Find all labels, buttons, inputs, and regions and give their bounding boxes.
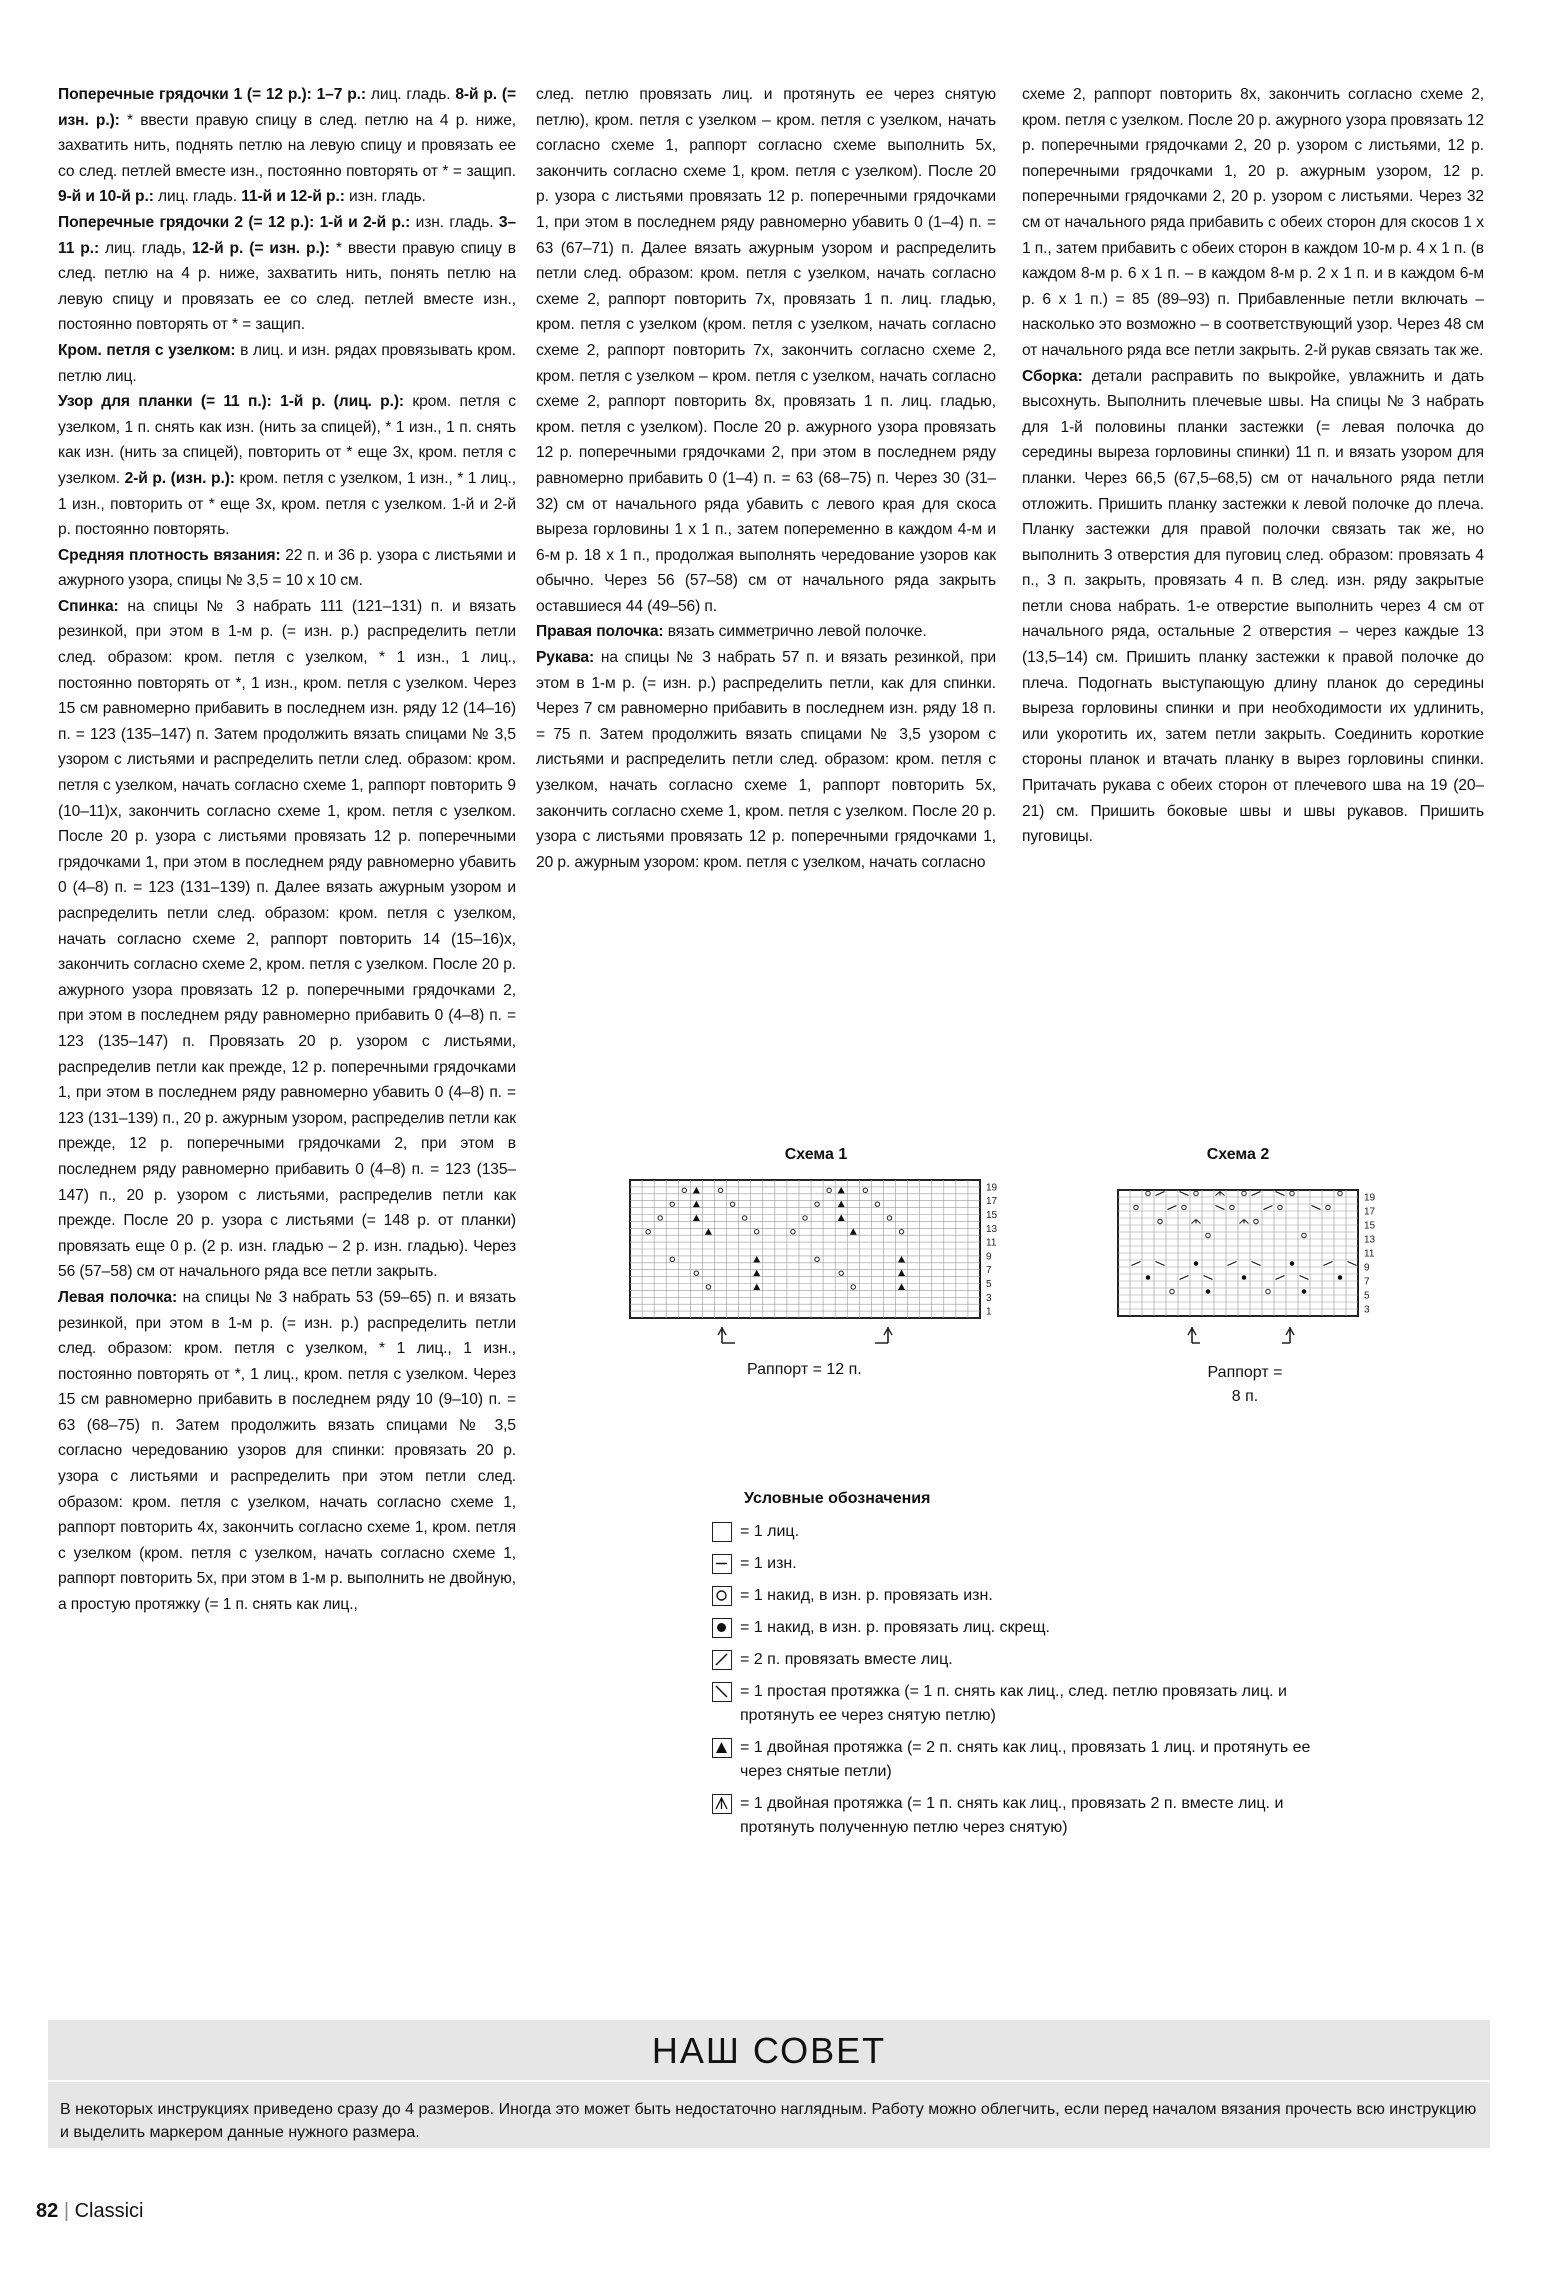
legend-item-text: = 1 изн. [740, 1555, 797, 1572]
schema-1-title: Схема 1 [784, 1146, 848, 1163]
page-number: 82 [36, 2200, 59, 2222]
legend-item-text: = 1 лиц. [740, 1523, 800, 1540]
schema-2-chart [1110, 1178, 1380, 1323]
paragraph: схеме 2, раппорт повторить 8х, закончить согласно схеме 2, кром. петля с узелком. После 20 р. ажурного узора провязать 12 р. поперечными грядочками 2, 20 р. узором с листьями, 12 р. поперечными грядочками 1, 20 р. ажурным узором, 12 р. поперечными грядочками 2, 20 р. узором с листьями. Через 32 см от начального ряда прибавить с обеих сторон для скосов 1 х 1 п., затем прибавить с обеих сторон в каждом 10-м р. 4 х 1 п. (в каждом 8-м р. 6 х 1 п. – в каждом 8-м р. 2 х 1 п. и в каждом 6-м р. 6 х 1 п.) = 85 (89–93) п. Прибавленные петли включать – насколько это возможно – в соответствующий узор. Через 48 см от начального ряда все петли закрыть. 2-й рукав связать так же. [1022, 86, 1484, 359]
row-number: 1 [986, 1306, 992, 1318]
row-number: 5 [1364, 1290, 1370, 1302]
legend-item-text: = 1 накид, в изн. р. провязать изн. [740, 1587, 993, 1604]
schema-2-title: Схема 2 [1206, 1146, 1270, 1163]
paragraph: Левая полочка: на спицы № 3 набрать 53 (59–65) п. и вязать резинкой, при этом в 1-м р. (= изн. р.) распределить петли след. образом: кром. петля с узелком, * 1 лиц., 1 изн., постоянно повторять от *, 1 лиц., кром. петля с узелком. Через 15 см равномерно прибавить в последнем ряду 10 (9–10) п. = 63 (68–75) п. Затем продолжить вязать спицами № 3,5 согласно чередованию узоров для спинки: провязать 20 р. узора с листьями и распределить при этом петли след. образом: кром. петля с узелком, начать согласно схеме 1, раппорт повторить 4х, закончить согласно схеме 1, кром. петля с узелком (кром. петля с узелком, начать согласно схеме 1, раппорт повторить 5х, при этом в 1-м р. выполнить не двойную, а простую протяжку (= 1 п. снять как лиц., [58, 1288, 516, 1614]
schema-2-rapport-bracket [1186, 1325, 1296, 1365]
row-number: 11 [1364, 1248, 1375, 1260]
paragraph: Поперечные грядочки 1 (= 12 р.): 1–7 р.: лиц. гладь. 8-й р. (= изн. р.): * ввести правую спицу в след. петлю на 4 р. ниже, захватить нить, поднять петлю на левую спицу и провязать ее со след. петлей вместе изн., постоянно повторять от * = защип. 9-й и 10-й р.: лиц. гладь. 11-й и 12-й р.: изн. гладь. [58, 86, 517, 206]
legend-item [712, 1736, 1352, 1784]
tip-title: НАШ СОВЕТ [48, 2030, 1490, 2082]
yarn-over-twisted-symbol [1146, 1275, 1150, 1279]
row-number: 15 [1364, 1220, 1376, 1232]
paragraph: след. петлю провязать лиц. и протянуть ее через снятую петлю), кром. петля с узелком – кром. петля с узелком, начать согласно схеме 1, раппорт согласно схеме выполнить 5х, закончить согласно схеме 1, кром. петля с узелком). После 20 р. узора с листьями провязать 12 р. поперечными грядочками 1, при этом в последнем ряду равномерно убавить 0 (1–4) п. = 63 (67–71) п. Далее вязать ажурным узором и распределить петли след. образом: кром. петля с узелком, начать согласно схеме 2, раппорт повторить 7х, провязать 1 п. лиц. гладью, кром. петля с узелком (кром. петля с узелком, начать согласно схеме 2, раппорт повторить 7х, закончить согласно схеме 2, кром. петля с узелком – кром. петля с узелком, начать согласно схеме 2, раппорт повторить 8х, провязать 1 п. лиц. гладью, кром. петля с узелком). После 20 р. ажурного узора провязать 12 р. поперечными грядочками 2, при этом в последнем ряду равномерно прибавить 0 (1–4) п. = 63 (68–75) п. Через 30 (31–32) см от начального ряда убавить с левого края для скоса выреза горловины 1 х 1 п., затем попеременно в каждом 4-м и 6-м р. 18 х 1 п., продолжая выполнять чередование узоров как обычно. Через 56 (57–58) см от начального ряда закрыть оставшиеся 44 (49–56) п. [536, 86, 996, 615]
row-number: 11 [986, 1237, 997, 1249]
yo-purl-icon [712, 1586, 732, 1606]
magazine-name: Classici [74, 2200, 144, 2222]
double-dec-2-icon [712, 1794, 732, 1814]
legend-item [712, 1520, 1352, 1544]
row-number: 3 [1364, 1304, 1370, 1316]
row-number: 17 [986, 1196, 998, 1208]
row-number: 9 [1364, 1262, 1370, 1274]
row-number: 19 [986, 1182, 998, 1194]
legend-item [712, 1616, 1352, 1640]
paragraph: Спинка: на спицы № 3 набрать 111 (121–131) п. и вязать резинкой, при этом в 1-м р. (= изн. р.) распределить петли след. образом: кром. петля с узелком, * 1 изн., 1 лиц., постоянно повторять от *, 1 изн., кром. петля с узелком. Через 15 см равномерно прибавить в последнем изн. ряду 12 (14–16) п. = 123 (135–147) п. Затем продолжить вязать спицами № 3,5 узором с листьями и распределить петли след. образом: кром. петля с узелком, начать согласно схеме 1, раппорт повторить 9 (10–11)х, закончить согласно схеме 1, кром. петля с узелком. После 20 р. узора с листьями провязать 12 р. поперечными грядочками 1, при этом в последнем ряду равномерно убавить 0 (4–8) п. = 123 (131–139) п. Далее вязать ажурным узором и распределить петли след. образом: кром. петля с узелком, начать согласно схеме 2, раппорт повторить 14 (15–16)х, закончить согласно схеме 2, кром. петля с узелком. После 20 р. ажурного узора провязать 12 р. поперечными грядочками 2, при этом в последнем ряду равномерно прибавить 0 (4–8) п. = 123 (135–147) п. Провязать 20 р. узором с листьями, распределив петли как прежде, 12 р. поперечными грядочками 1, при этом в последнем ряду равномерно убавить 0 (4–8) п. = 123 (131–139) п., 20 р. ажурным узором, распределив петли как прежде, 12 р. поперечными грядочками 2, при этом в последнем ряду равномерно прибавить 0 (4–8) п. = 123 (135–147) п., 20 р. узором с листьями, распределив петли как прежде. После 20 р. узора с листьями (= 148 р. от планки) провязать еще 0 р. (2 р. изн. гладью – 2 р. изн. гладью). Через 56 (57–58) см от начального ряда все петли закрыть. [58, 597, 516, 1281]
tip-text: В некоторых инструкциях приведено сразу до 4 размеров. Иногда это может быть недостаточно наглядным. Работу можно облегчить, если перед началом вязания прочесть всю инструкцию и выделить маркером данные нужного размера. [60, 2101, 1477, 2141]
text-column-2 [536, 82, 996, 875]
yarn-over-twisted-symbol [1290, 1261, 1294, 1265]
yarn-over-twisted-symbol [1194, 1261, 1198, 1265]
purl-icon [712, 1554, 732, 1574]
legend-item [712, 1792, 1352, 1840]
row-number: 13 [986, 1223, 998, 1235]
yarn-over-twisted-symbol [1242, 1275, 1246, 1279]
k2tog-icon [712, 1650, 732, 1670]
ssk-icon [712, 1682, 732, 1702]
tip-box [48, 2020, 1490, 2148]
footer-separator: | [63, 2200, 70, 2222]
paragraph: Кром. петля с узелком: в лиц. и изн. рядах провязывать кром. петлю лиц. [58, 341, 516, 385]
paragraph: Рукава: на спицы № 3 набрать 57 п. и вязать резинкой, при этом в 1-м р. (= изн. р.) распределить петли, как для спинки. Через 7 см равномерно прибавить в последнем изн. ряду 18 п. = 75 п. Затем продолжить вязать спицами № 3,5 узором с листьями и распределить петли след. образом: кром. петля с узелком, начать согласно схеме 1, раппорт повторить 5х, закончить согласно схеме 1, кром. петля с узелком. После 20 р. узора с листьями провязать 12 р. поперечными грядочками 1, 20 р. ажурным узором: кром. петля с узелком, начать согласно [536, 649, 996, 871]
schema-2-rapport-line1: Раппорт = [1207, 1364, 1283, 1381]
yarn-over-twisted-symbol [1206, 1289, 1210, 1293]
yarn-over-twisted-symbol [1302, 1289, 1306, 1293]
legend-item [712, 1680, 1352, 1728]
paragraph: Сборка: детали расправить по выкройке, увлажнить и дать высохнуть. Выполнить плечевые швы. На спицы № 3 набрать для 1-й половины планки застежки (= левая полочка до середины выреза горловины спинки) 11 п. и вязать узором для планки. Через 66,5 (67,5–68,5) см от начального ряда петли отложить. Пришить планку застежки к левой полочке до плеча. Планку застежки для правой полочки связать так же, но выполнить 3 отверстия для пуговиц след. образом: провязать 4 п., 3 п. закрыть, провязать 4 п. В след. изн. ряду закрытые петли снова набрать. 1-е отверстие выполнить через 4 см от начального ряда, остальные 2 отверстия – через каждые 13 (13,5–14) см. Пришить планку застежки к правой полочке до плеча. Подогнать выступающую длину планок до середины выреза горловины спинки и при необходимости их удлинить, или укоротить их, затем петли закрыть. Соединить короткие стороны планок и втачать планку в вырез горловины спинки. Притачать рукава с обеих сторон от плечевого шва на 19 (20–21) см. Пришить боковые швы и швы рукавов. Пришить пуговицы. [1022, 367, 1484, 846]
yarn-over-twisted-symbol [1338, 1275, 1342, 1279]
row-number: 5 [986, 1279, 992, 1290]
yo-knit-tbl-icon [712, 1618, 732, 1638]
legend-title: Условные обозначения [744, 1490, 931, 1507]
schema-1-rapport-bracket [715, 1325, 895, 1365]
schema-2-rapport-line2: 8 п. [1231, 1388, 1259, 1405]
legend-item-text: = 1 двойная протяжка (= 1 п. снять как лиц., провязать 2 п. вместе лиц. и протянуть полученную петлю через снятую) [740, 1795, 1284, 1836]
legend [712, 1490, 1352, 1848]
legend-item-text: = 1 простая протяжка (= 1 п. снять как лиц., след. петлю провязать лиц. и протянуть ее через снятую петлю) [740, 1683, 1287, 1724]
row-number: 3 [986, 1292, 992, 1304]
schema-1-chart [620, 1178, 1020, 1323]
paragraph: Узор для планки (= 11 п.): 1-й р. (лиц. р.): кром. петля с узелком, 1 п. снять как изн. (нить за спицей), * 1 изн., 1 п. снять как изн. (нить за спицей), повторить от * еще 3х, кром. петля с узелком. 2-й р. (изн. р.): кром. петля с узелком, 1 изн., * 1 лиц., 1 изн., повторить от * еще 3х, кром. петля с узелком. 1-й и 2-й р. постоянно повторять. [58, 393, 517, 539]
schema-2-rapport-label [1200, 1361, 1290, 1409]
row-number: 19 [1364, 1192, 1376, 1204]
row-number: 9 [986, 1251, 992, 1263]
double-dec-icon [712, 1738, 732, 1758]
row-number: 13 [1364, 1234, 1376, 1246]
legend-item-text: = 1 накид, в изн. р. провязать лиц. скрещ. [740, 1619, 1050, 1636]
paragraph: Средняя плотность вязания: 22 п. и 36 р. узора с листьями и ажурного узора, спицы № 3,5 = 10 х 10 см. [58, 546, 517, 590]
legend-item-text: = 1 двойная протяжка (= 2 п. снять как лиц., провязать 1 лиц. и протянуть ее через снятые петли) [740, 1739, 1311, 1780]
legend-item [712, 1584, 1352, 1608]
page-footer [36, 2200, 143, 2223]
legend-item-text: = 2 п. провязать вместе лиц. [740, 1651, 953, 1668]
row-number: 7 [1364, 1276, 1370, 1288]
row-number: 15 [986, 1210, 998, 1221]
text-column-3 [1022, 82, 1484, 850]
legend-item [712, 1648, 1352, 1672]
legend-item [712, 1552, 1352, 1576]
row-number: 17 [1364, 1206, 1376, 1218]
knit-icon [712, 1522, 732, 1542]
text-column-1 [58, 82, 516, 1618]
paragraph: Поперечные грядочки 2 (= 12 р.): 1-й и 2-й р.: изн. гладь. 3–11 р.: лиц. гладь, 12-й р. (= изн. р.): * ввести правую спицу в след. петлю на 4 р. ниже, захватить нить, понять петлю на левую спицу и провязать ее со след. петлей вместе изн., постоянно повторять от * = защип. [58, 213, 516, 334]
paragraph: Правая полочка: вязать симметрично левой полочке. [536, 623, 927, 641]
row-number: 7 [986, 1265, 992, 1277]
schema-1-rapport-label: Раппорт = 12 п. [747, 1361, 862, 1378]
